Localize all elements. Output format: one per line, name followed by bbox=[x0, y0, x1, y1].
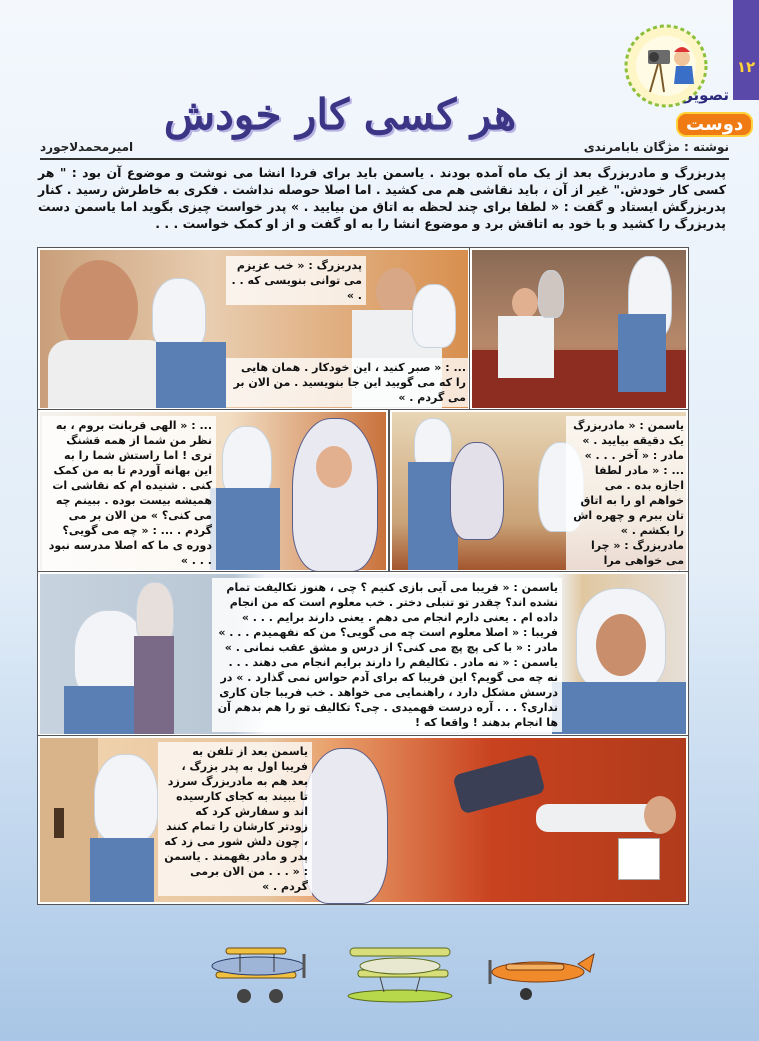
photo-panel-final-check bbox=[38, 736, 688, 904]
speech-yasaman-pen: ... : « صبر کنید ، این خودکار . همان هایی را که می گویید این جا بنویسید . من الان بر می گردم . » bbox=[226, 358, 470, 407]
seaplane-center-icon bbox=[330, 940, 470, 1010]
monoplane-right-icon bbox=[478, 946, 598, 1006]
illustrator-byline: امیرمحمدلاجورد bbox=[40, 140, 134, 154]
photo-panel-living-room bbox=[470, 248, 688, 410]
speech-yasaman-check: یاسمن بعد از تلفن به فریبا اول به پدر بزرگ ، بعد هم به مادربزرگ سرزد تا ببیند به کجای کارسیده اند و سفارش کرد که زودتر کارشان را تمام کنند ، چون دلش شور می زد که پدر و مادر بفهمند . یاسمن : « . . . من الان برمی گردم . » bbox=[158, 742, 312, 896]
speech-yasaman-mother: یاسمن : « مادربزرگ یک دقیقه بیایید . » مادر : « آخر . . . » ... : « مادر لطفا اجازه بده . می خواهم او را به اتاق تان ببرم و چهره اش را بکشم . » مادربزرگ : « چرا می خواهی مرا bbox=[566, 416, 688, 600]
speech-phone-conversation: یاسمن : « فریبا می آیی بازی کنیم ؟ چی ، هنوز تکالیفت تمام نشده اند؟ چقدر تو تنبلی دختر . خب معلوم است که من انجام داده ام . یعنی دارم انجام می دهم . یعنی دارند برایم . . . » فریبا : « اصلا معلوم است چه می گویی؟ من که نفهمیدم . . . » مادر : « با کی پچ پچ می کنی؟ از درس و مشق عقب نمانی . » یاسمن : « نه مادر . تکالیفم را دارند برایم انجام می دهند . . . نه چه می گویم؟ این فریبا که برای آدم حواس نمی گذارد . » در درسش مشکل دارد ، راهنمایی می خواهد . خب فریبا جان کاری نداری؟ . . . آره درست فهمیدی . چی؟ تکالیف تو را هم بدهم آن ها انجام بدهند ! واقعا که ! bbox=[212, 578, 562, 732]
author-byline: نوشته : مژگان بابامرندی bbox=[583, 140, 729, 154]
divider bbox=[40, 158, 729, 160]
section-label: تصویر bbox=[684, 86, 729, 104]
photo-panel-grandmother-room bbox=[390, 410, 688, 572]
side-strip bbox=[733, 0, 759, 100]
photo-panel-grandfather-writing bbox=[38, 248, 470, 410]
intro-paragraph: پدربزرگ و مادربزرگ بعد از یک ماه آمده بودند . یاسمن باید برای فردا انشا می نوشت و موضوع آن بود : " هر کسی کار خودش." غیر از آن ، باید نقاشی هم می کشید . اما اصلا حوصله نداشت . فکری به خاطرش رسید . کنار پدربزرگش ایستاد و گفت : « لطفا برای چند لحظه به اتاق من بیایید . » پدر خواست چیزی بگوید اما یاسمن دست پدربزرگ را کشید و با خود به اتاقش برد و موضوع انشا را به او گفت و از او کمک خواست . . . bbox=[38, 165, 726, 231]
speech-yasaman-grandmother: ... : « الهی قربانت بروم ، به نظر من شما از همه قشنگ تری ! اما راستش شما را به این بهانه آوردم تا به من کمک کنی . شنیده ام که نقاشی ات همیشه بیست بوده . ببینم چه می کنی؟ » من الان بر می گردم . ... : « چه می گویی؟ دوره ی ما که اصلا مدرسه نبود . . . » bbox=[42, 416, 216, 570]
magazine-logo: دوست bbox=[676, 112, 753, 137]
article-title: هر کسی کار خودش bbox=[163, 90, 517, 139]
speech-grandfather: پدربزرگ : « خب عزیزم می توانی بنویسی که . . . » bbox=[226, 256, 366, 305]
photo-panel-grandmother-drawing bbox=[38, 410, 388, 572]
photo-panel-phone-call bbox=[38, 572, 688, 736]
page-number: ۱۲ bbox=[736, 58, 756, 76]
biplane-left-icon bbox=[196, 938, 316, 1008]
